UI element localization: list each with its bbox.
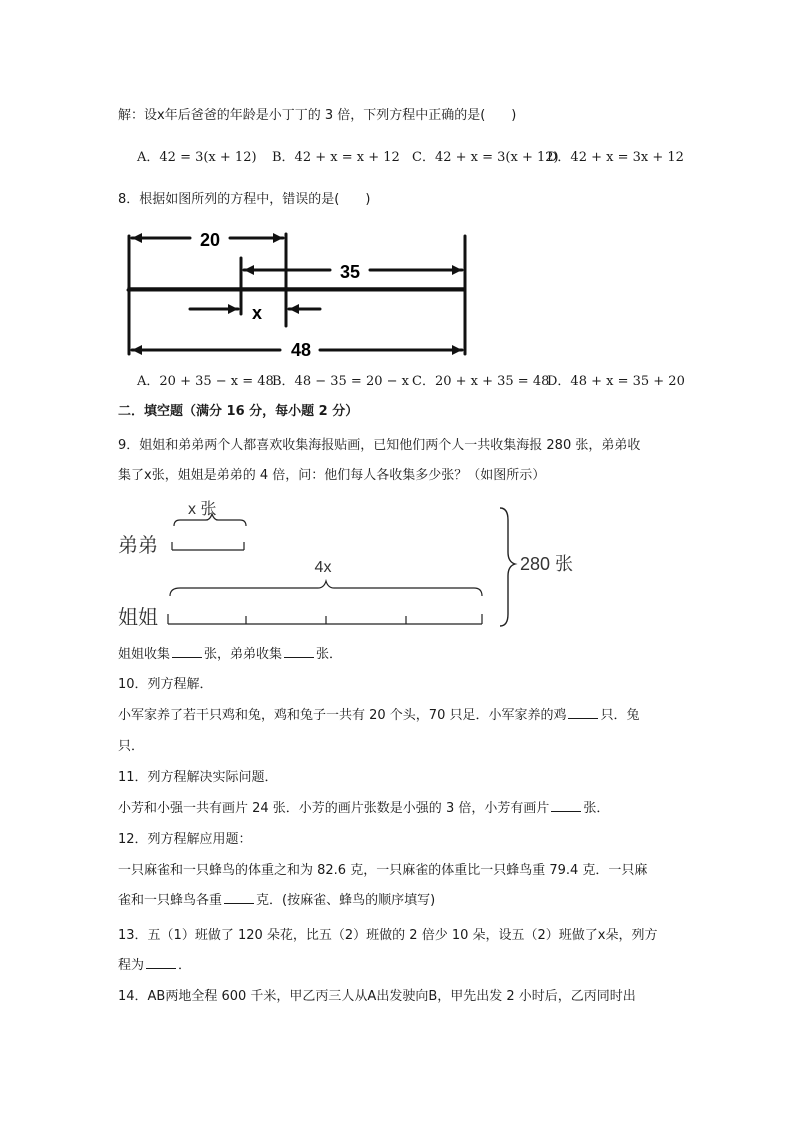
x-zhang-label: x 张 (188, 501, 217, 518)
weight-blank[interactable] (224, 891, 254, 904)
label-48: 48 (290, 340, 312, 360)
q12-line1: 一只麻雀和一只蜂鸟的体重之和为 82.6 克，一只麻雀的体重比一只蜂鸟重 79.4 克．一只麻 (118, 863, 648, 878)
q12-title: 12．列方程解应用题： (118, 832, 252, 847)
sister-label: 姐姐 (118, 607, 158, 629)
q13-line2 (118, 956, 191, 976)
q7-option-c: C．42 + x = 3(x + 12) (412, 150, 559, 165)
q8-option-b: B．48 − 35 = 20 − x (272, 374, 409, 389)
q9-answer-c: 张． (316, 647, 343, 662)
q7-option-d: D．42 + x = 3x + 12 (547, 150, 684, 165)
q12-line2b: 克．(按麻雀、蜂鸟的顺序填写) (256, 893, 436, 908)
q12-line2a: 雀和一只蜂鸟各重 (118, 893, 223, 908)
label-35: 35 (339, 262, 361, 282)
q9-answer-line (118, 645, 342, 665)
q9-line2: 集了x张，姐姐是弟弟的 4 倍，问：他们每人各收集多少张？（如图所示） (118, 468, 546, 483)
q9-line1: 9．姐姐和弟弟两个人都喜欢收集海报贴画，已知他们两个人一共收集海报 280 张，弟弟收 (118, 438, 641, 453)
brother-count-blank[interactable] (284, 645, 314, 658)
chicken-count-blank[interactable] (568, 706, 598, 719)
q9-bar-diagram (118, 496, 588, 636)
total-label: 280 张 (520, 554, 574, 574)
q8-option-d: D．48 + x = 35 + 20 (547, 374, 685, 389)
q10-line1b: 只．兔 (600, 708, 640, 723)
q11-line1 (118, 799, 609, 819)
q8-option-a: A．20 + 35 − x = 48 (137, 374, 274, 389)
section-title: 二．填空题（满分 16 分，每小题 2 分） (118, 404, 359, 419)
q10-title: 10．列方程解． (118, 677, 213, 692)
brother-label: 弟弟 (118, 535, 158, 557)
q10-line1a: 小军家养了若干只鸡和兔，鸡和兔子一共有 20 个头，70 只足．小军家养的鸡 (118, 708, 567, 723)
q8-stem: 8．根据如图所列的方程中，错误的是( ) (118, 192, 371, 207)
q10-line1 (118, 706, 640, 726)
q13-line2a: 程为 (118, 958, 145, 973)
q9-answer-a: 姐姐收集 (118, 647, 171, 662)
q7-stem: 解：设x年后爸爸的年龄是小丁丁的 3 倍，下列方程中正确的是( ) (118, 108, 517, 123)
q14-line1: 14．AB两地全程 600 千米，甲乙丙三人从A出发驶向B，甲先出发 2 小时后，乙丙同时出 (118, 989, 636, 1004)
equation-blank[interactable] (146, 956, 176, 969)
q11-line1b: 张． (583, 801, 610, 816)
q13-line2b: ． (178, 958, 192, 973)
four-x-label: 4x (314, 559, 332, 576)
q10-line2: 只． (118, 739, 145, 754)
q7-option-b: B．42 + x = x + 12 (272, 150, 400, 165)
q13-line1: 13．五（1）班做了 120 朵花，比五（2）班做的 2 倍少 10 朵，设五（2）班做了x朵，列方 (118, 928, 658, 943)
q8-line-segment-diagram (120, 226, 480, 360)
label-x: x (251, 303, 263, 323)
label-20: 20 (199, 230, 221, 250)
q8-option-c: C．20 + x + 35 = 48 (412, 374, 550, 389)
xiaofang-count-blank[interactable] (551, 799, 581, 812)
q7-option-a: A．42 = 3(x + 12) (137, 150, 257, 165)
sister-count-blank[interactable] (172, 645, 202, 658)
q11-line1a: 小芳和小强一共有画片 24 张．小芳的画片张数是小强的 3 倍，小芳有画片 (118, 801, 550, 816)
q11-title: 11．列方程解决实际问题． (118, 770, 278, 785)
q12-line2 (118, 891, 435, 911)
q9-answer-b: 张，弟弟收集 (204, 647, 283, 662)
